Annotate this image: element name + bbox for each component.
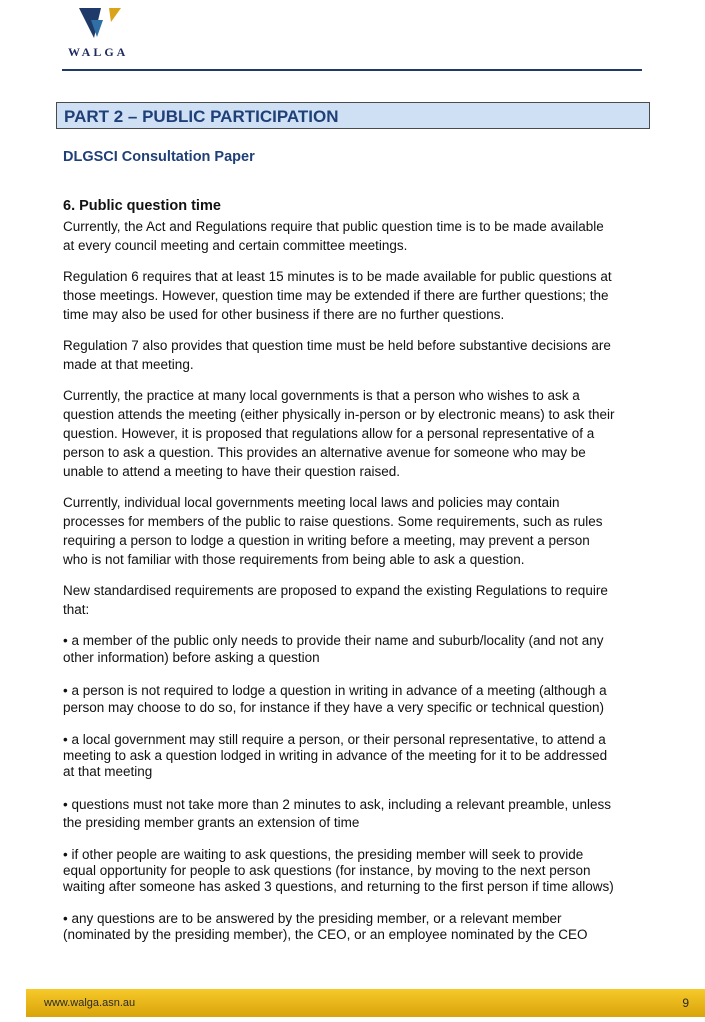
body-line: that: — [63, 602, 90, 617]
body-line: time may also be used for other business if there are no further questions. — [63, 307, 505, 322]
logo-gold-shape — [109, 8, 121, 22]
bullet-line: the presiding member grants an extension of time — [63, 815, 360, 830]
walga-logo — [62, 6, 142, 58]
body-line: requiring a person to lodge a question in writing before a meeting, may prevent a person — [63, 533, 590, 548]
bullet-line: other information) before asking a question — [63, 650, 320, 665]
bullet-line: • a member of the public only needs to provide their name and suburb/locality (and not any — [63, 633, 604, 648]
logo-wordmark: WALGA — [68, 45, 129, 59]
bullet-line: (nominated by the presiding member), the CEO, or an employee nominated by the CEO — [63, 927, 588, 942]
footer-url-link[interactable]: www.walga.asn.au — [44, 997, 136, 1009]
body-line: at every council meeting and certain committee meetings. — [63, 238, 408, 253]
body-line: made at that meeting. — [63, 357, 194, 372]
body-line: Regulation 6 requires that at least 15 minutes is to be made available for public questions at — [63, 269, 612, 284]
body-line: Currently, the Act and Regulations require that public question time is to be made available — [63, 219, 604, 234]
bullet-line: meeting to ask a question lodged in writing in advance of the meeting for it to be addressed — [63, 748, 608, 763]
bullet-line: at that meeting — [63, 764, 153, 779]
bullet-line: equal opportunity for people to ask questions (for instance, by moving to the next person — [63, 863, 591, 878]
body-line: unable to attend a meeting to have their question raised. — [63, 464, 400, 479]
page-number: 9 — [682, 996, 689, 1010]
body-line: Currently, individual local governments meeting local laws and policies may contain — [63, 495, 560, 510]
header-divider — [62, 69, 642, 71]
bullet-line: • if other people are waiting to ask questions, the presiding member will seek to provide — [63, 847, 584, 862]
part-banner-title: PART 2 – PUBLIC PARTICIPATION — [64, 107, 339, 126]
body-line: Currently, the practice at many local governments is that a person who wishes to ask a — [63, 388, 580, 403]
body-line: question attends the meeting (either physically in-person or by electronic means) to ask their — [63, 407, 615, 422]
body-line: who is not familiar with those requirements from being able to ask a question. — [63, 552, 525, 567]
bullet-line: waiting after someone has asked 3 questions, and returning to the first person if time allows) — [63, 879, 614, 894]
bullet-line: • a local government may still require a person, or their personal representative, to attend a — [63, 732, 606, 747]
body-line: processes for members of the public to raise questions. Some requirements, such as rules — [63, 514, 603, 529]
footer-bar — [26, 989, 705, 1017]
bullet-line: • any questions are to be answered by the presiding member, or a relevant member — [63, 911, 562, 926]
paper-title: DLGSCI Consultation Paper — [63, 149, 255, 165]
body-line: question. However, it is proposed that regulations allow for a personal representative of a — [63, 426, 595, 441]
body-line: person to ask a question. This provides an alternative avenue for someone who may be — [63, 445, 586, 460]
bullet-line: • questions must not take more than 2 minutes to ask, including a relevant preamble, unless — [63, 797, 612, 812]
part-banner — [56, 102, 650, 129]
body-line: those meetings. However, question time may be extended if there are further questions; the — [63, 288, 609, 303]
section-heading: 6. Public question time — [63, 198, 221, 214]
body-line: New standardised requirements are proposed to expand the existing Regulations to require — [63, 583, 608, 598]
bullet-line: • a person is not required to lodge a question in writing in advance of a meeting (although a — [63, 683, 607, 698]
body-line: Regulation 7 also provides that question time must be held before substantive decisions are — [63, 338, 611, 353]
walga-logo-icon — [77, 6, 125, 40]
bullet-line: person may choose to do so, for instance if they have a very specific or technical question) — [63, 700, 605, 715]
